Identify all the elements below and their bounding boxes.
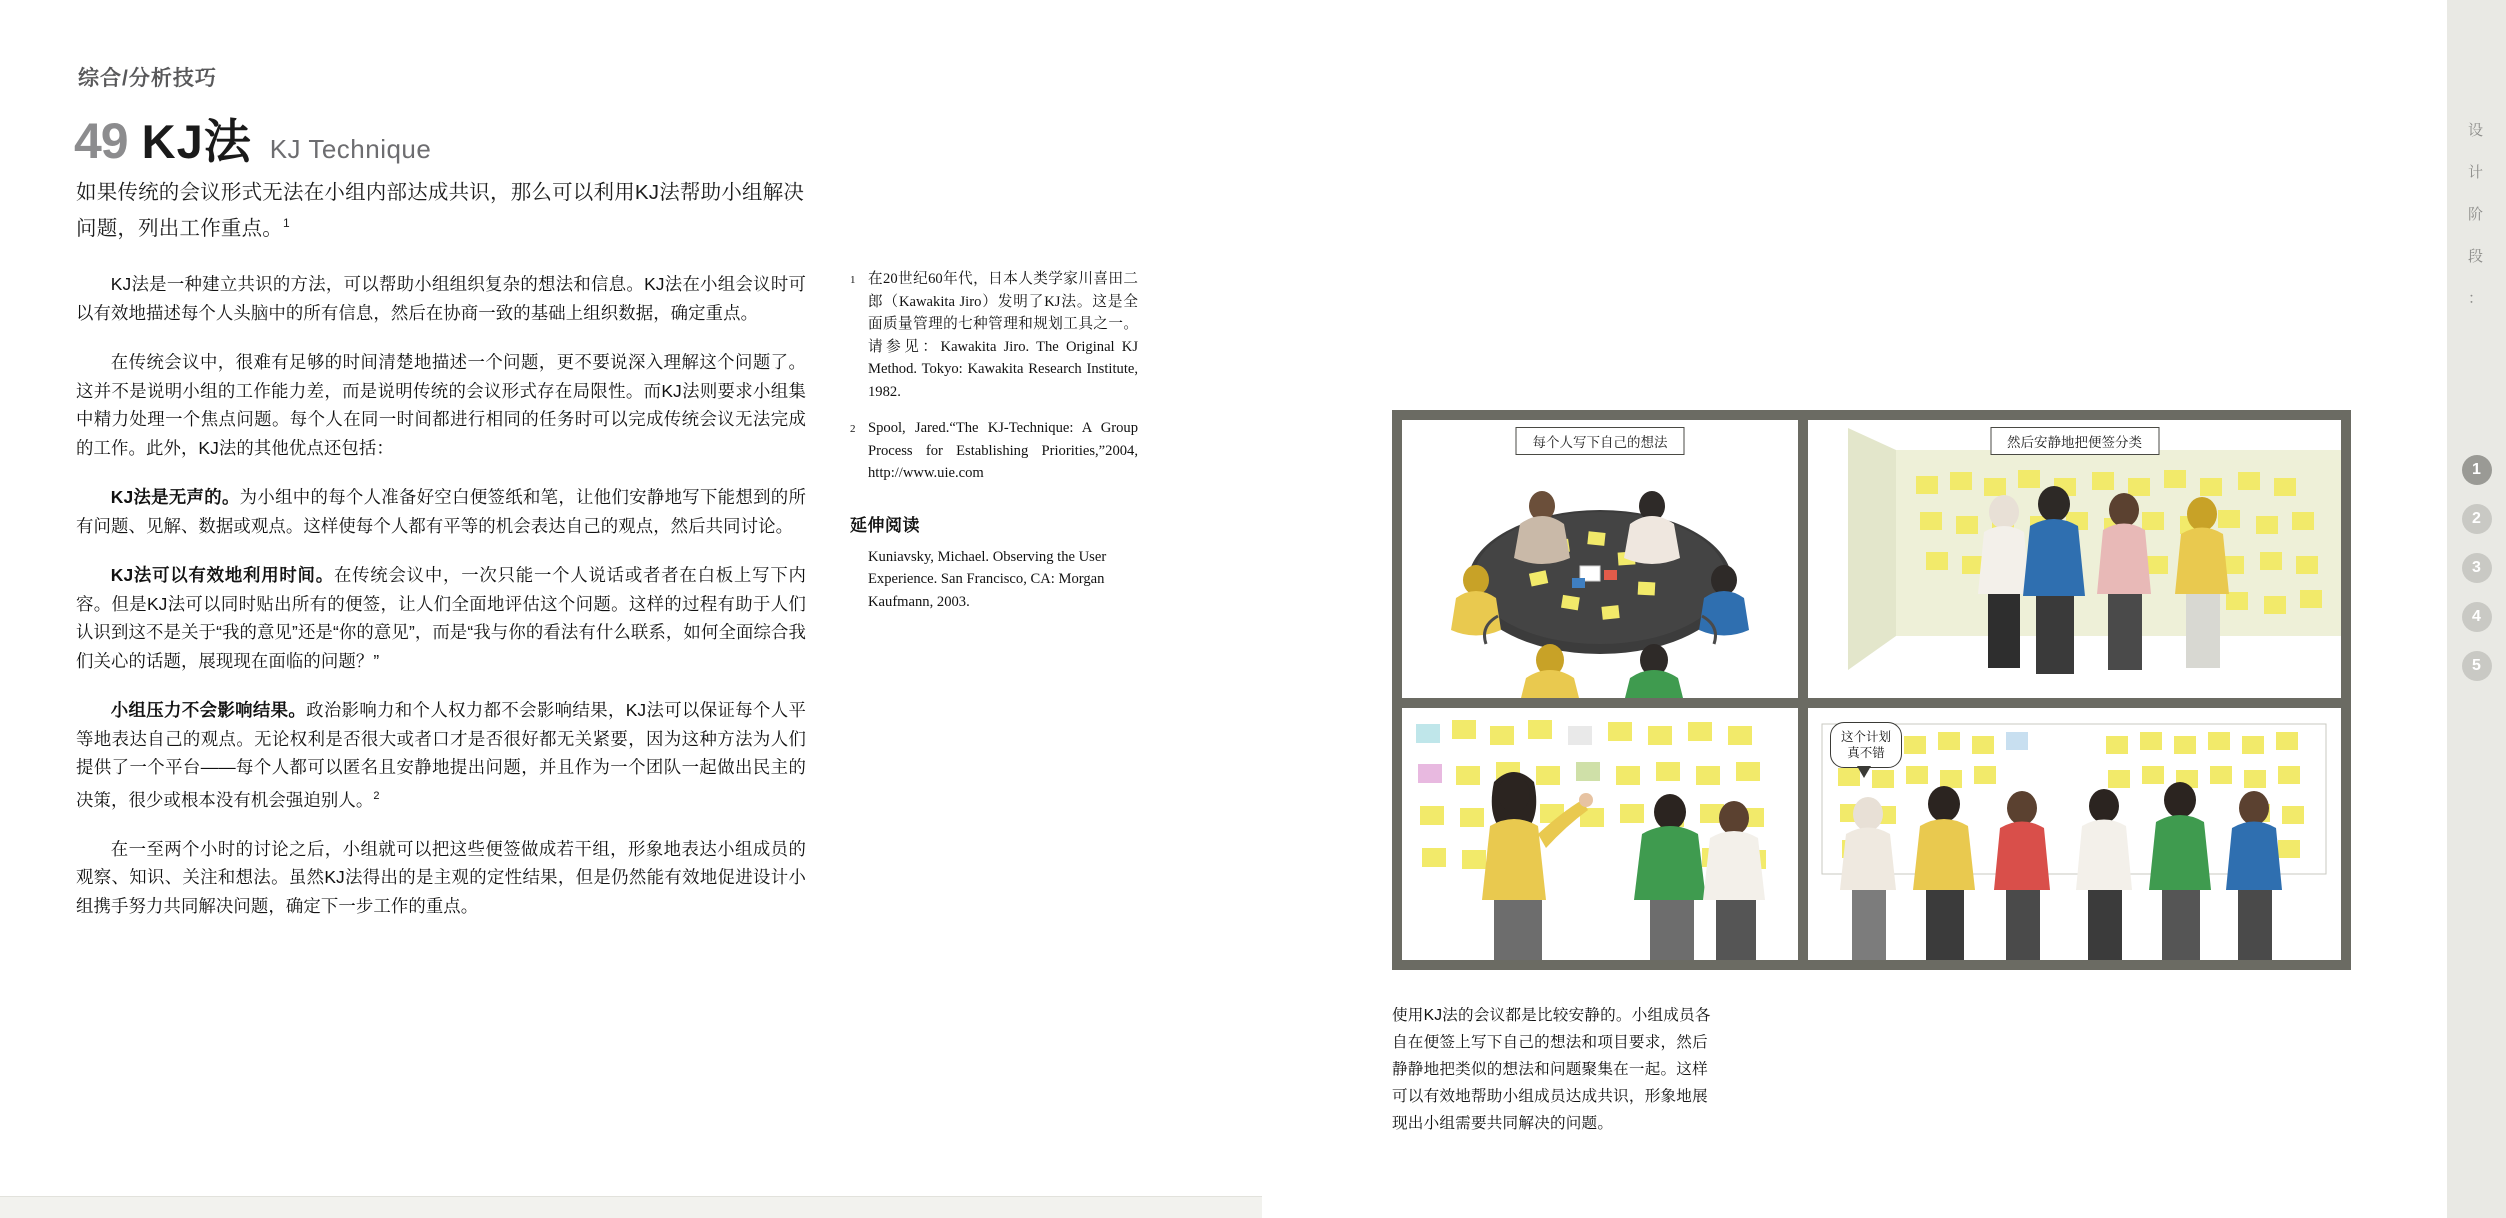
further-reading-text: Kuniavsky, Michael. Observing the User Experience. San Francisco, CA: Morgan Kaufmann, 2003. bbox=[868, 548, 1107, 610]
further-reading-heading: 延伸阅读 bbox=[850, 515, 920, 535]
speech-bubble: 这个计划 真不错 bbox=[1830, 722, 1902, 768]
page-title bbox=[74, 105, 431, 172]
stage-rail-numbers bbox=[2447, 455, 2506, 700]
paragraph: 在传统会议中，很难有足够的时间清楚地描述一个问题，更不要说深入理解这个问题了。这并不是说明小组的工作能力差，而是说明传统的会议形式存在局限性。而KJ法则要求小组集中精力处理一个焦点问题。每个人在同一时间都进行相同的任务时可以完成传统会议无法完成的工作。此外，KJ法的其他优点还包括： bbox=[76, 352, 806, 458]
paragraph-lead: KJ法可以有效地利用时间。 bbox=[110, 565, 334, 585]
section-kicker: 综合/分析技巧 bbox=[78, 67, 217, 90]
comic-panel-1-caption: 每个人写下自己的想法 bbox=[1516, 427, 1685, 455]
comic-panel-3 bbox=[1402, 708, 1798, 960]
paragraph-text: 政治影响力和个人权力都不会影响结果，KJ法可以保证每个人平等地表达自己的观点。无论权利是否很大或者口才是否很好都无关紧要，因为这种方法为人们提供了一个平台——每个人都可以匿名且安静地提出问题，并且作为一个团队一起做出民主的决策，很少或根本没有机会强迫别人。 bbox=[76, 700, 806, 810]
deck-text: 如果传统的会议形式无法在小组内部达成共识，那么可以利用KJ法帮助小组解决问题，列出工作重点。 bbox=[76, 181, 805, 240]
comic-panel-2-caption: 然后安静地把便签分类 bbox=[1990, 427, 2159, 455]
figure-caption: 使用KJ法的会议都是比较安静的。小组成员各自在便签上写下自己的想法和项目要求，然后静静地把类似的想法和问题聚集在一起。这样可以有效地帮助小组成员达成共识，形象地展现出小组需要共同解决的问题。 bbox=[1392, 1007, 1711, 1132]
title-english: KJ Technique bbox=[269, 134, 432, 164]
stage-number-5[interactable]: 5 bbox=[2462, 651, 2492, 681]
paragraph-bold-lead bbox=[76, 696, 806, 814]
footnote bbox=[850, 268, 1138, 403]
deck-footnote-marker: 1 bbox=[283, 216, 290, 230]
footnote-number: 2 bbox=[850, 423, 856, 435]
chapter-number: 49 bbox=[74, 113, 128, 169]
paragraph-lead: KJ法是无声的。 bbox=[110, 487, 240, 507]
footnote-text: 在20世纪60年代，日本人类学家川喜田二郎（Kawakita Jiro）发明了KJ法。这是全面质量管理的七种管理和规划工具之一。请参见：Kawakita Jiro. The Original KJ Method. Tokyo: Kawakita Research Institute, 1982. bbox=[868, 271, 1138, 400]
paragraph-lead: 小组压力不会影响结果。 bbox=[110, 700, 307, 720]
title-chinese: KJ法 bbox=[141, 115, 252, 168]
page-bottom-band bbox=[0, 1196, 1262, 1218]
paragraph-text: 为小组中的每个人准备好空白便签纸和笔，让他们安静地写下能想到的所有问题、见解、数据或观点。这样使每个人都有平等的机会表达自己的观点，然后共同讨论。 bbox=[76, 487, 806, 536]
deck-paragraph bbox=[76, 177, 806, 244]
comic-panel-1 bbox=[1402, 420, 1798, 698]
stage-number-4[interactable]: 4 bbox=[2462, 602, 2492, 632]
footnote-text: Spool, Jared.“The KJ-Technique: A Group Process for Establishing Priorities,”2004, http://www.uie.com bbox=[868, 420, 1138, 481]
paragraph-text: 在传统会议中，一次只能一个人说话或者者在白板上写下内容。但是KJ法可以同时贴出所有的便签，让人们全面地评估这个问题。这样的过程有助于人们认识到这不是关于“我的意见”还是“你的意见”，而是“我与你的看法有什么联系，如何全面综合我们关心的话题，展现现在面临的问题？” bbox=[76, 565, 806, 671]
footnote-marker: 2 bbox=[373, 789, 380, 802]
panel-2-artwork bbox=[1808, 420, 2341, 698]
paragraph: KJ法是一种建立共识的方法，可以帮助小组组织复杂的想法和信息。KJ法在小组会议时可以有效地描述每个人头脑中的所有信息，然后在协商一致的基础上组织数据，确定重点。 bbox=[76, 274, 806, 323]
paragraph: 在一至两个小时的讨论之后，小组就可以把这些便签做成若干组，形象地表达小组成员的观察、知识、关注和想法。虽然KJ法得出的是主观的定性结果，但是仍然能有效地促进设计小组携手努力共同解决问题，确定下一步工作的重点。 bbox=[76, 838, 806, 916]
footnote bbox=[850, 417, 1138, 485]
stage-number-1[interactable]: 1 bbox=[2462, 455, 2492, 485]
paragraph-bold-lead bbox=[76, 561, 806, 675]
paragraph-bold-lead bbox=[76, 483, 806, 540]
stage-rail-label: 设 计 阶 段 ： bbox=[2467, 122, 2485, 307]
stage-number-2[interactable]: 2 bbox=[2462, 504, 2492, 534]
body-column bbox=[76, 270, 806, 941]
comic-panel-4 bbox=[1808, 708, 2341, 960]
notes-column bbox=[850, 268, 1138, 613]
comic-panel-2 bbox=[1808, 420, 2341, 698]
panel-1-artwork bbox=[1402, 420, 1798, 698]
comic-illustration bbox=[1392, 410, 2351, 970]
footnote-number: 1 bbox=[850, 274, 856, 286]
panel-3-artwork bbox=[1402, 708, 1798, 960]
stage-number-3[interactable]: 3 bbox=[2462, 553, 2492, 583]
stage-rail bbox=[2447, 0, 2506, 1218]
